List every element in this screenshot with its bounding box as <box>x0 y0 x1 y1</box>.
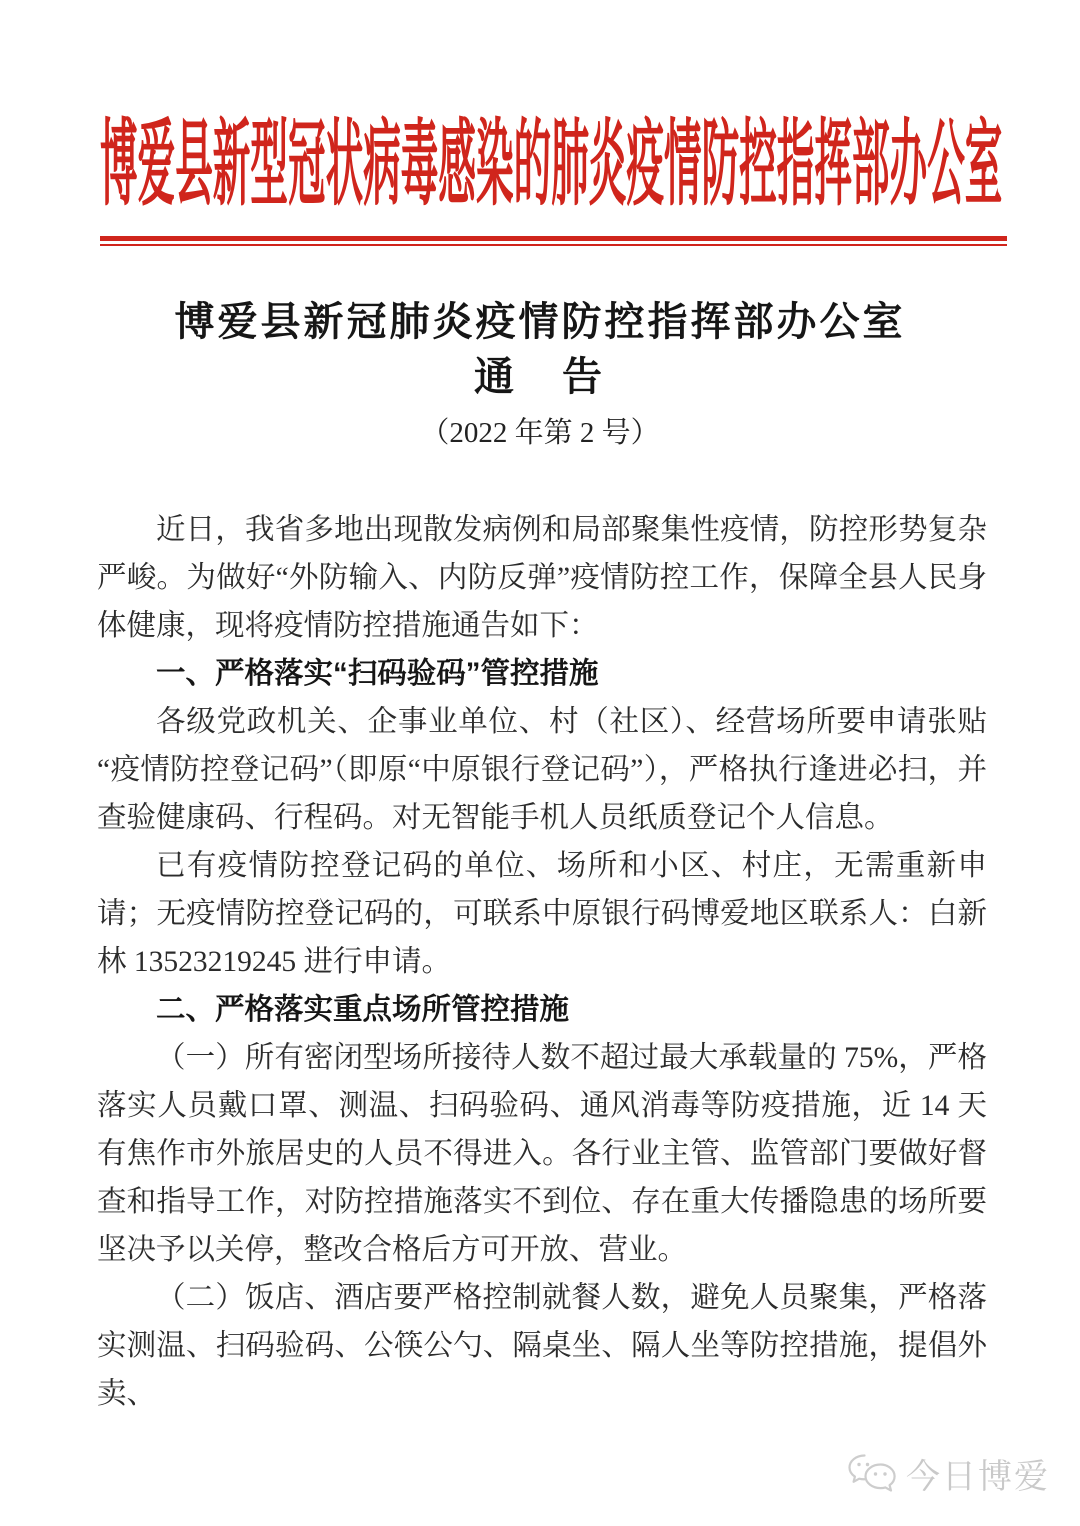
section-heading: 二、严格落实重点场所管控措施 <box>156 993 570 1026</box>
notice-issuer-title: 博爱县新冠肺炎疫情防控指挥部办公室 <box>174 299 906 344</box>
watermark <box>846 1449 1050 1498</box>
body-paragraph: （一）所有密闭型场所接待人数不超过最大承载量的 75%，严格落实人员戴口罩、测温、扫码验码、通风消毒等防疫措施，近 14 天有焦作市外旅居史的人员不得进入。各行业主管、监管部门要做好督查和指导工作，对防控措施落实不到位、存在重大传播隐患的场所要坚决予以关停，整改合格后方可开放、营业。 <box>97 1042 987 1266</box>
letterhead-divider <box>100 236 1007 246</box>
section-heading: 一、严格落实“扫码验码”管控措施 <box>156 657 599 690</box>
notice-body <box>97 506 987 1418</box>
letterhead-title: 博爱县新型冠状病毒感染的肺炎疫情防控指挥部办公室 <box>100 113 1003 217</box>
body-paragraph: （二）饭店、酒店要严格控制就餐人数，避免人员聚集，严格落实测温、扫码验码、公筷公勺、隔桌坐、隔人坐等防控措施，提倡外卖、 <box>97 1282 987 1410</box>
notice-document-number: （2022 年第 2 号） <box>420 417 660 449</box>
body-paragraph: 已有疫情防控登记码的单位、场所和小区、村庄，无需重新申请；无疫情防控登记码的，可联系中原银行码博爱地区联系人：白新林 13523219245 进行申请。 <box>97 850 987 978</box>
watermark-label: 今日博爱 <box>906 1458 1050 1496</box>
wechat-icon <box>846 1452 898 1496</box>
body-paragraph: 各级党政机关、企事业单位、村（社区）、经营场所要申请张贴“疫情防控登记码”（即原“中原银行登记码”），严格执行逢进必扫，并查验健康码、行程码。对无智能手机人员纸质登记个人信息。 <box>97 706 987 834</box>
notice-title: 通 告 <box>474 354 606 399</box>
body-paragraph: 近日，我省多地出现散发病例和局部聚集性疫情，防控形势复杂严峻。为做好“外防输入、内防反弹”疫情防控工作，保障全县人民身体健康，现将疫情防控措施通告如下： <box>97 514 987 642</box>
